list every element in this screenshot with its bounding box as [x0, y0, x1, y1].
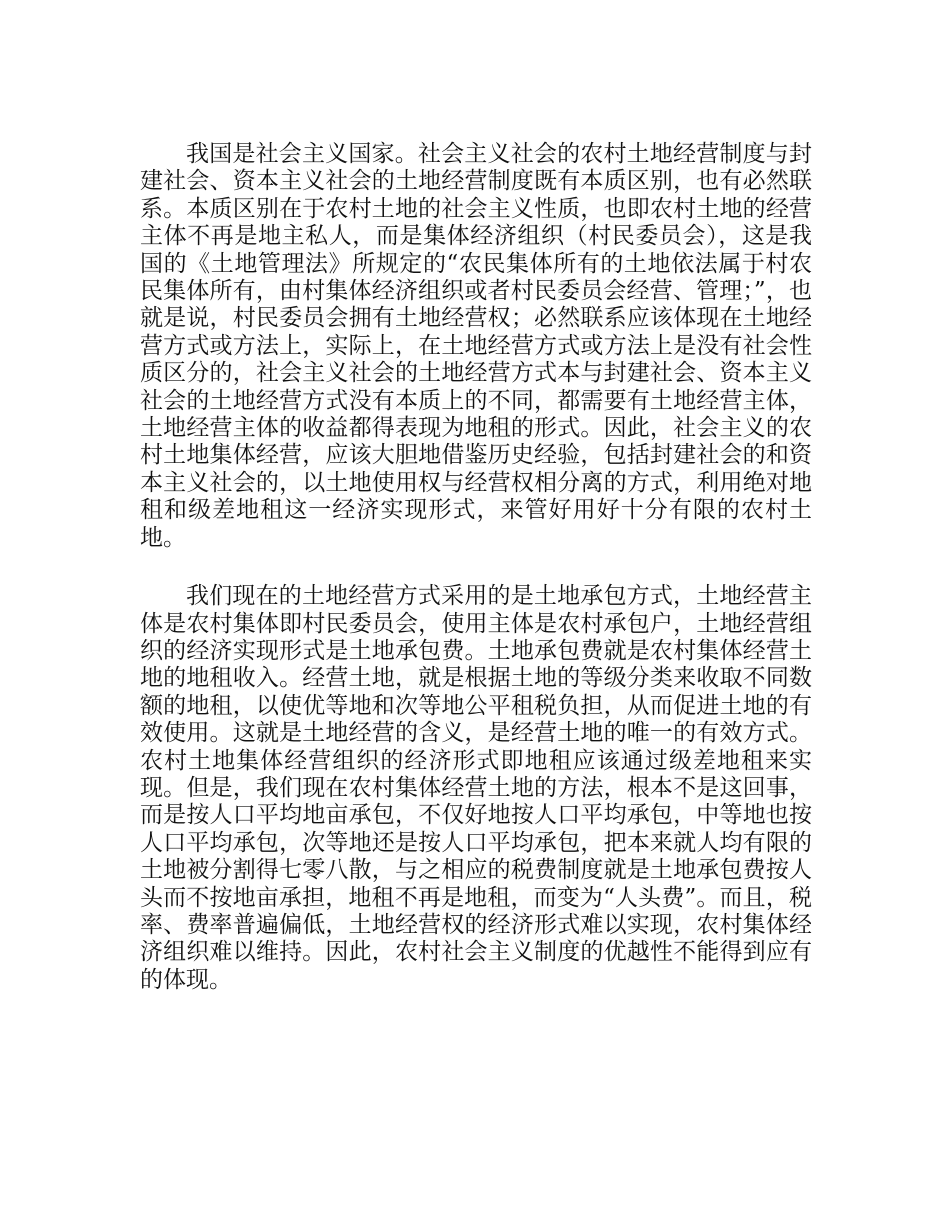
paragraph-1: 我国是社会主义国家。社会主义社会的农村土地经营制度与封建社会、资本主义社会的土地经营制度既有本质区别，也有必然联系。本质区别在于农村土地的社会主义性质，也即农村土地的经营主体不再是地主私人，而是集体经济组织（村民委员会），这是我国的《土地管理法》所规定的“农民集体所有的土地依法属于村农民集体所有，由村集体经济组织或者村民委员会经营、管理；”，也就是说，村民委员会拥有土地经营权；必然联系应该体现在土地经营方式或方法上，实际上，在土地经营方式或方法上是没有社会性质区分的，社会主义社会的土地经营方式本与封建社会、资本主义社会的土地经营方式没有本质上的不同，都需要有土地经营主体，土地经营主体的收益都得表现为地租的形式。因此，社会主义的农村土地集体经营，应该大胆地借鉴历史经验，包括封建社会的和资本主义社会的，以土地使用权与经营权相分离的方式，利用绝对地租和级差地租这一经济实现形式，来管好用好十分有限的农村土地。 [140, 141, 812, 551]
paragraph-2: 我们现在的土地经营方式采用的是土地承包方式，土地经营主体是农村集体即村民委员会，使用主体是农村承包户，土地经营组织的经济实现形式是土地承包费。土地承包费就是农村集体经营土地的地租收入。经营土地，就是根据土地的等级分类来收取不同数额的地租，以使优等地和次等地公平租税负担，从而促进土地的有效使用。这就是土地经营的含义，是经营土地的唯一的有效方式。农村土地集体经营组织的经济形式即地租应该通过级差地租来实现。但是，我们现在农村集体经营土地的方法，根本不是这回事，而是按人口平均地亩承包，不仅好地按人口平均承包，中等地也按人口平均承包，次等地还是按人口平均承包，把本来就人均有限的土地被分割得七零八散，与之相应的税费制度就是土地承包费按人头而不按地亩承担，地租不再是地租，而变为“人头费”。而且，税率、费率普遍偏低，土地经营权的经济形式难以实现，农村集体经济组织难以维持。因此，农村社会主义制度的优越性不能得到应有的体现。 [140, 583, 812, 993]
body-text [140, 141, 812, 994]
